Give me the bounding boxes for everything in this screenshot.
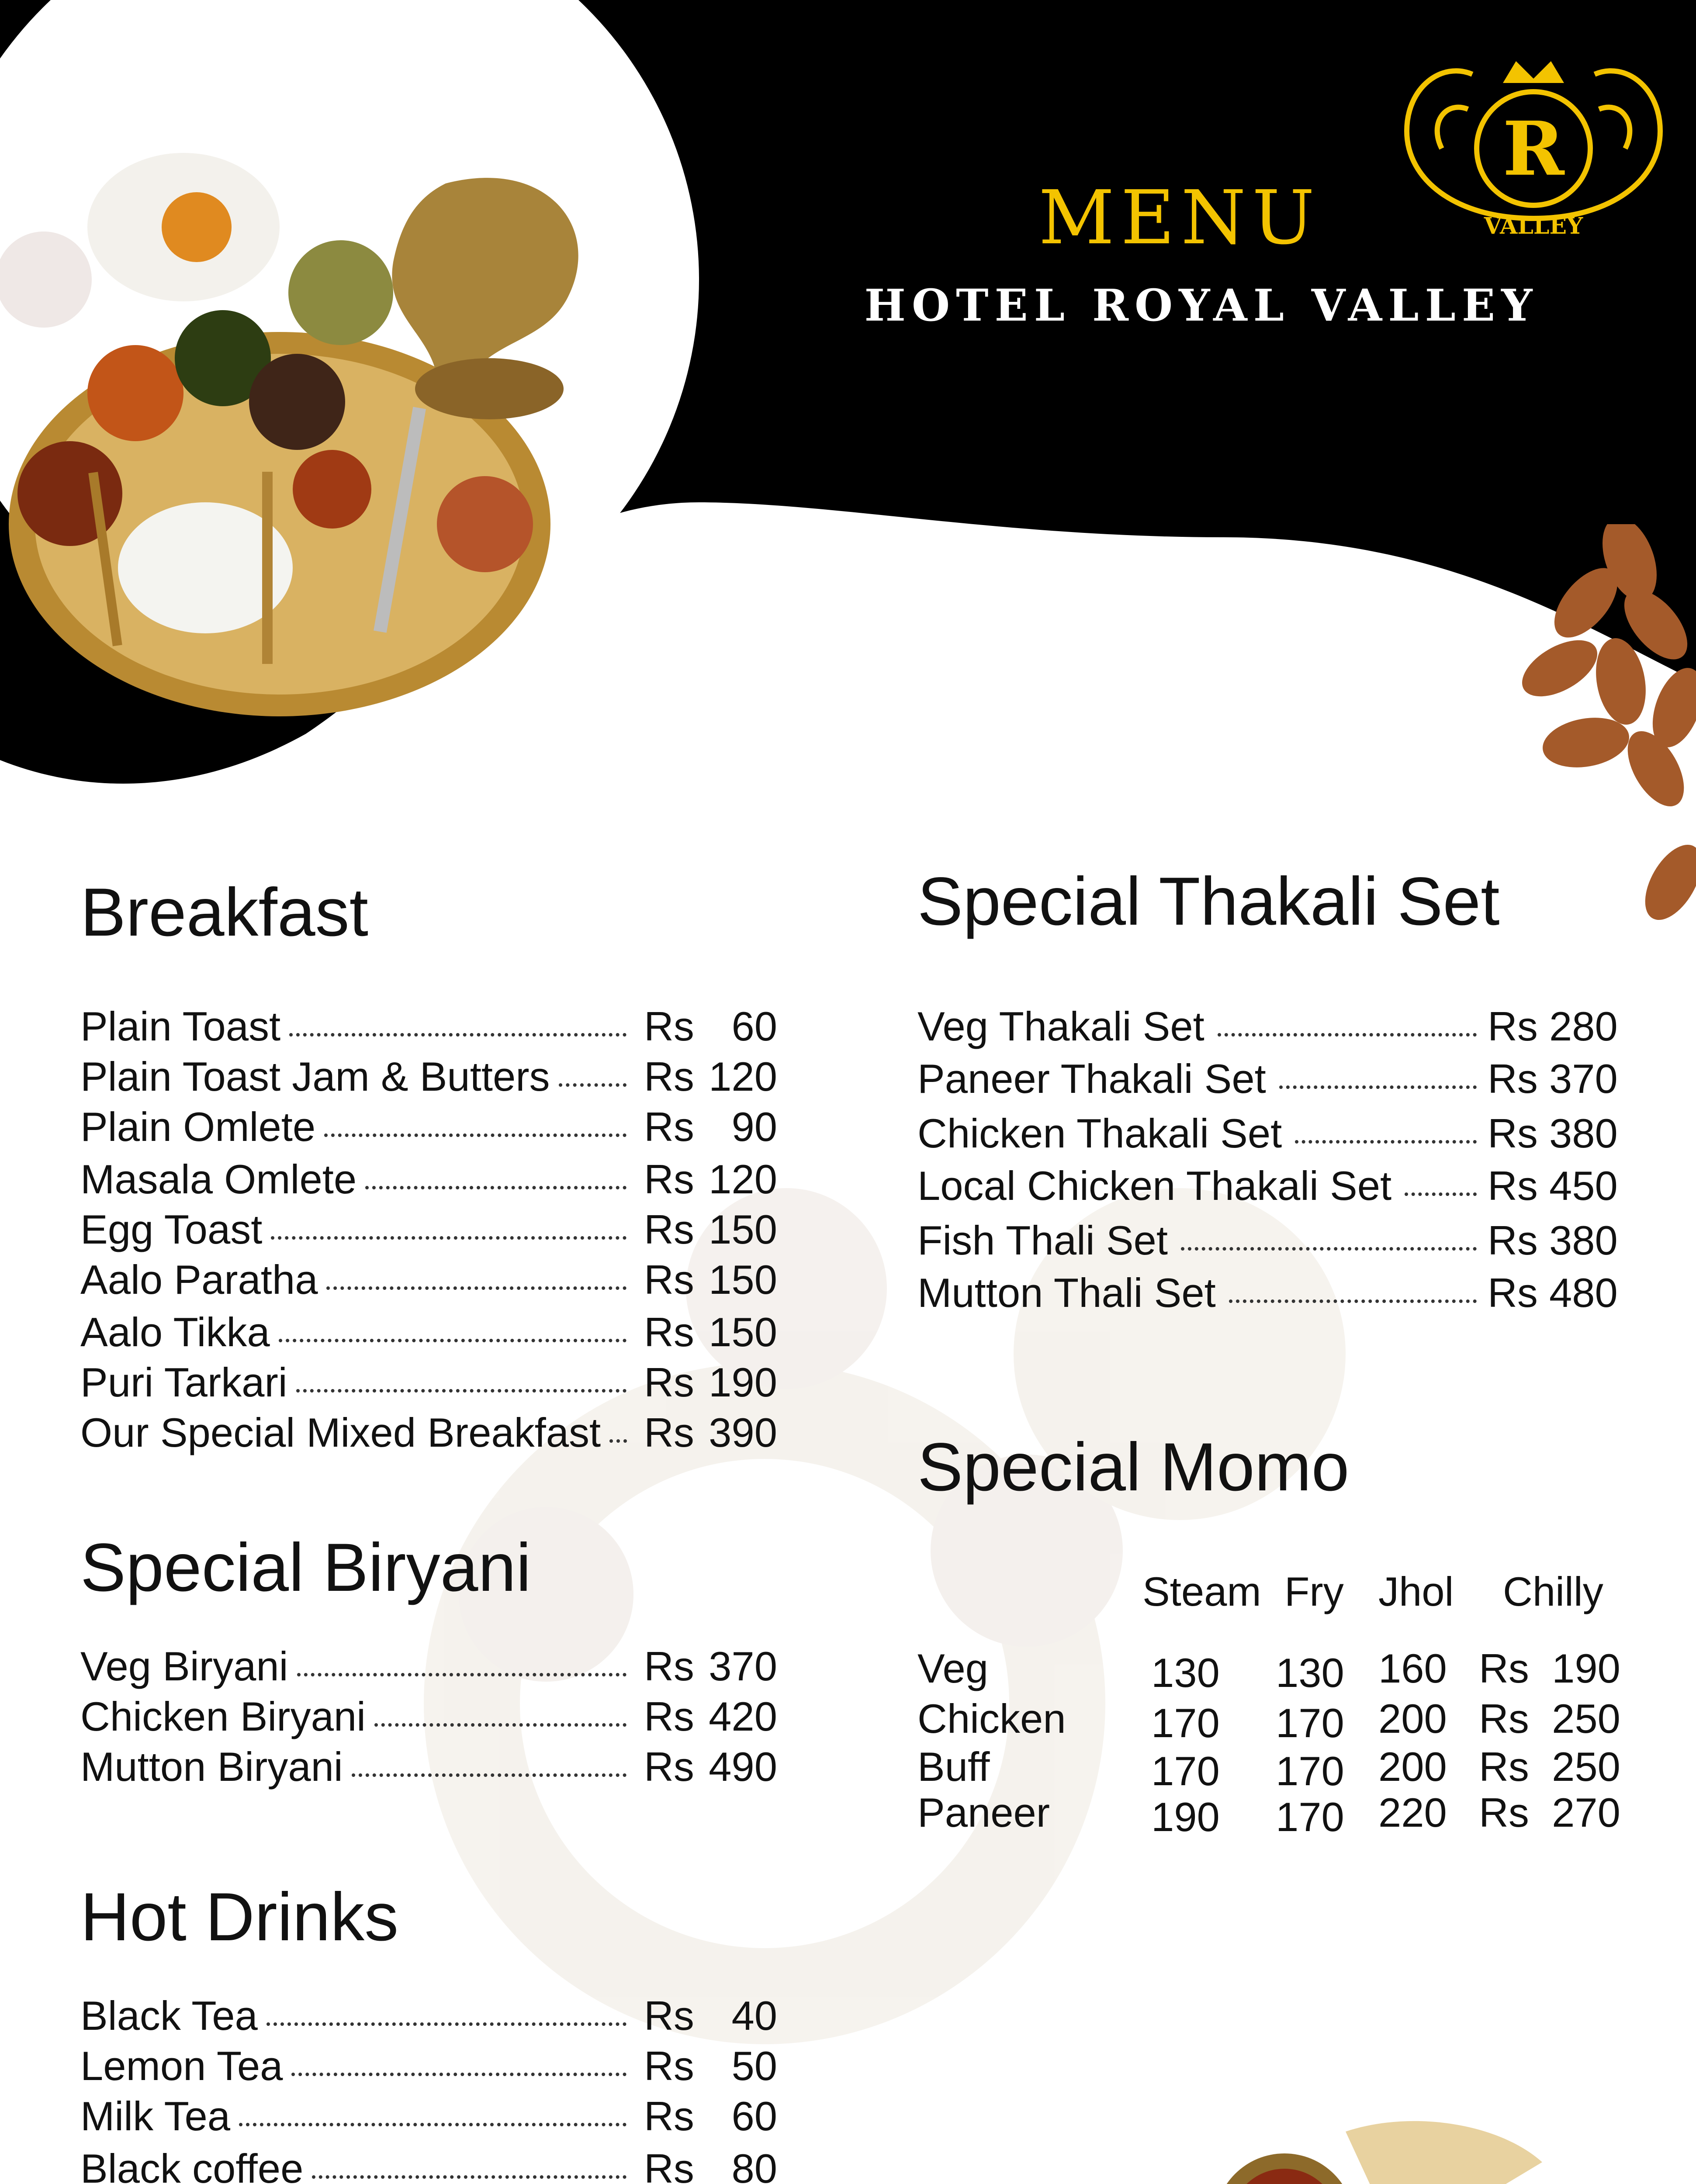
item-price: Rs 380 <box>1488 1110 1618 1156</box>
dotted-leader <box>365 1186 626 1189</box>
dotted-leader <box>326 1286 626 1290</box>
menu-item <box>917 1269 1660 1317</box>
dotted-leader <box>297 1673 626 1676</box>
currency-label: Rs <box>644 2093 694 2139</box>
item-price: Rs 380 <box>1488 1217 1618 1263</box>
item-name: Paneer Thakali Set <box>917 1056 1266 1102</box>
currency-label: Rs <box>644 1359 694 1405</box>
momo-price-jhol: 200 <box>1378 1744 1447 1790</box>
svg-text:R: R <box>1502 105 1564 193</box>
item-price: 40 <box>731 1993 777 2039</box>
item-name: Plain Toast Jam & Butters <box>80 1054 550 1099</box>
dotted-leader <box>559 1083 626 1087</box>
currency-label: Rs <box>644 1993 694 2039</box>
item-name: Black Tea <box>80 1993 258 2039</box>
menu-item <box>80 2145 779 2184</box>
menu-item <box>80 1206 779 1254</box>
item-price: 150 <box>709 1206 777 1252</box>
momo-row-name: Paneer <box>917 1790 1050 1835</box>
currency-label: Rs <box>644 1104 694 1150</box>
item-price: 60 <box>731 1003 777 1049</box>
item-price: 150 <box>709 1257 777 1303</box>
item-name: Milk Tea <box>80 2093 231 2139</box>
item-name: Plain Toast <box>80 1003 281 1049</box>
menu-item <box>917 1055 1660 1103</box>
dotted-leader <box>1295 1140 1477 1144</box>
momo-price-steam: 170 <box>1151 1700 1220 1746</box>
menu-item <box>80 1409 779 1457</box>
menu-item <box>80 1992 779 2040</box>
dotted-leader <box>352 1773 626 1777</box>
item-price: 50 <box>731 2043 777 2089</box>
menu-item <box>80 1308 779 1356</box>
menu-item <box>80 2092 779 2140</box>
item-price: 490 <box>709 1744 777 1790</box>
momo-price-fry: 170 <box>1276 1700 1344 1746</box>
item-price: Rs 370 <box>1488 1056 1618 1102</box>
currency-label: Rs <box>644 1206 694 1252</box>
currency-label: Rs <box>644 1003 694 1049</box>
momo-price-jhol: 220 <box>1378 1790 1447 1835</box>
item-price: 80 <box>731 2146 777 2184</box>
dotted-leader <box>239 2123 626 2126</box>
food-plate-image <box>1040 2114 1696 2184</box>
item-name: Plain Omlete <box>80 1104 316 1150</box>
momo-price-fry: 130 <box>1276 1650 1344 1696</box>
momo-row-name: Buff <box>917 1744 990 1790</box>
momo-price-steam: 130 <box>1151 1650 1220 1696</box>
momo-heading: Special Momo <box>917 1429 1350 1505</box>
menu-item <box>80 1358 779 1406</box>
item-name: Local Chicken Thakali Set <box>917 1163 1392 1209</box>
dotted-leader <box>271 1236 626 1240</box>
item-price: 60 <box>731 2093 777 2139</box>
item-price: 420 <box>709 1693 777 1739</box>
item-name: Fish Thali Set <box>917 1217 1168 1263</box>
breakfast-heading: Breakfast <box>80 874 368 950</box>
item-price: Rs 450 <box>1488 1163 1618 1209</box>
currency-label: Rs <box>644 2043 694 2089</box>
currency-label: Rs <box>644 2146 694 2184</box>
item-name: Chicken Thakali Set <box>917 1110 1282 1156</box>
item-name: Aalo Paratha <box>80 1257 318 1303</box>
item-name: Aalo Tikka <box>80 1309 270 1355</box>
food-thali-image <box>0 131 633 743</box>
item-price: 150 <box>709 1309 777 1355</box>
item-name: Mutton Thali Set <box>917 1270 1216 1316</box>
momo-price-steam: 190 <box>1151 1794 1220 1840</box>
item-name: Egg Toast <box>80 1206 263 1252</box>
menu-item <box>917 1002 1660 1051</box>
dotted-leader <box>1279 1085 1477 1089</box>
item-price: 190 <box>709 1359 777 1405</box>
menu-item <box>80 1256 779 1304</box>
momo-price-jhol: 200 <box>1378 1696 1447 1742</box>
momo-column-header: Steam <box>1142 1569 1261 1614</box>
dotted-leader <box>1405 1192 1477 1196</box>
menu-item <box>80 2042 779 2090</box>
momo-price-jhol: 160 <box>1378 1645 1447 1691</box>
menu-item <box>80 1103 779 1151</box>
item-price: Rs 480 <box>1488 1270 1618 1316</box>
item-name: Chicken Biryani <box>80 1693 366 1739</box>
menu-item <box>917 1109 1660 1158</box>
menu-item <box>80 1743 779 1791</box>
currency-label: Rs <box>644 1156 694 1202</box>
momo-price-chilly: Rs 250 <box>1479 1696 1620 1742</box>
hotel-name: HOTEL ROYAL VALLEY <box>864 280 1539 331</box>
dotted-leader <box>1218 1033 1477 1037</box>
item-name: Puri Tarkari <box>80 1359 287 1405</box>
royal-crown-logo <box>1389 35 1678 253</box>
dotted-leader <box>374 1723 626 1727</box>
momo-column-header: Chilly <box>1503 1569 1603 1614</box>
item-price: 370 <box>709 1643 777 1689</box>
momo-price-fry: 170 <box>1276 1794 1344 1840</box>
item-price: Rs 280 <box>1488 1003 1618 1049</box>
menu-title: MENU <box>1038 175 1321 261</box>
momo-row-name: Veg <box>917 1645 989 1691</box>
momo-price-fry: 170 <box>1276 1748 1344 1794</box>
dotted-leader <box>267 2022 626 2026</box>
item-name: Lemon Tea <box>80 2043 283 2089</box>
dotted-leader <box>289 1033 626 1037</box>
menu-item <box>80 1053 779 1101</box>
currency-label: Rs <box>644 1257 694 1303</box>
biryani-heading: Special Biryani <box>80 1530 531 1606</box>
momo-column-header: Fry <box>1284 1569 1344 1614</box>
item-name: Mutton Biryani <box>80 1744 343 1790</box>
item-price: 120 <box>709 1054 777 1099</box>
dotted-leader <box>609 1439 627 1443</box>
dotted-leader <box>296 1389 626 1393</box>
momo-price-chilly: Rs 250 <box>1479 1744 1620 1790</box>
item-price: 90 <box>731 1104 777 1150</box>
dotted-leader <box>291 2073 626 2076</box>
thakali-heading: Special Thakali Set <box>917 864 1500 940</box>
item-name: Veg Biryani <box>80 1643 288 1689</box>
momo-column-header: Jhol <box>1378 1569 1454 1614</box>
momo-price-steam: 170 <box>1151 1748 1220 1794</box>
currency-label: Rs <box>644 1410 694 1455</box>
svg-text:VALLEY: VALLEY <box>1484 213 1583 239</box>
menu-item <box>917 1216 1660 1265</box>
dotted-leader <box>324 1133 626 1137</box>
momo-price-chilly: Rs 190 <box>1479 1645 1620 1691</box>
menu-item <box>80 1642 779 1690</box>
dotted-leader <box>279 1339 626 1342</box>
menu-item <box>80 1002 779 1051</box>
currency-label: Rs <box>644 1054 694 1099</box>
item-price: 390 <box>709 1410 777 1455</box>
menu-item <box>80 1693 779 1741</box>
hot-drinks-heading: Hot Drinks <box>80 1879 399 1955</box>
currency-label: Rs <box>644 1309 694 1355</box>
currency-label: Rs <box>644 1693 694 1739</box>
currency-label: Rs <box>644 1643 694 1689</box>
item-price: 120 <box>709 1156 777 1202</box>
momo-price-chilly: Rs 270 <box>1479 1790 1620 1835</box>
momo-row-name: Chicken <box>917 1696 1066 1742</box>
almonds-image <box>1507 524 1696 952</box>
menu-item <box>80 1155 779 1203</box>
item-name: Our Special Mixed Breakfast <box>80 1410 601 1455</box>
dotted-leader <box>1181 1247 1477 1251</box>
menu-item <box>917 1162 1660 1210</box>
dotted-leader <box>312 2175 626 2179</box>
item-name: Black coffee <box>80 2146 304 2184</box>
item-name: Masala Omlete <box>80 1156 357 1202</box>
item-name: Veg Thakali Set <box>917 1003 1205 1049</box>
dotted-leader <box>1229 1299 1477 1303</box>
currency-label: Rs <box>644 1744 694 1790</box>
